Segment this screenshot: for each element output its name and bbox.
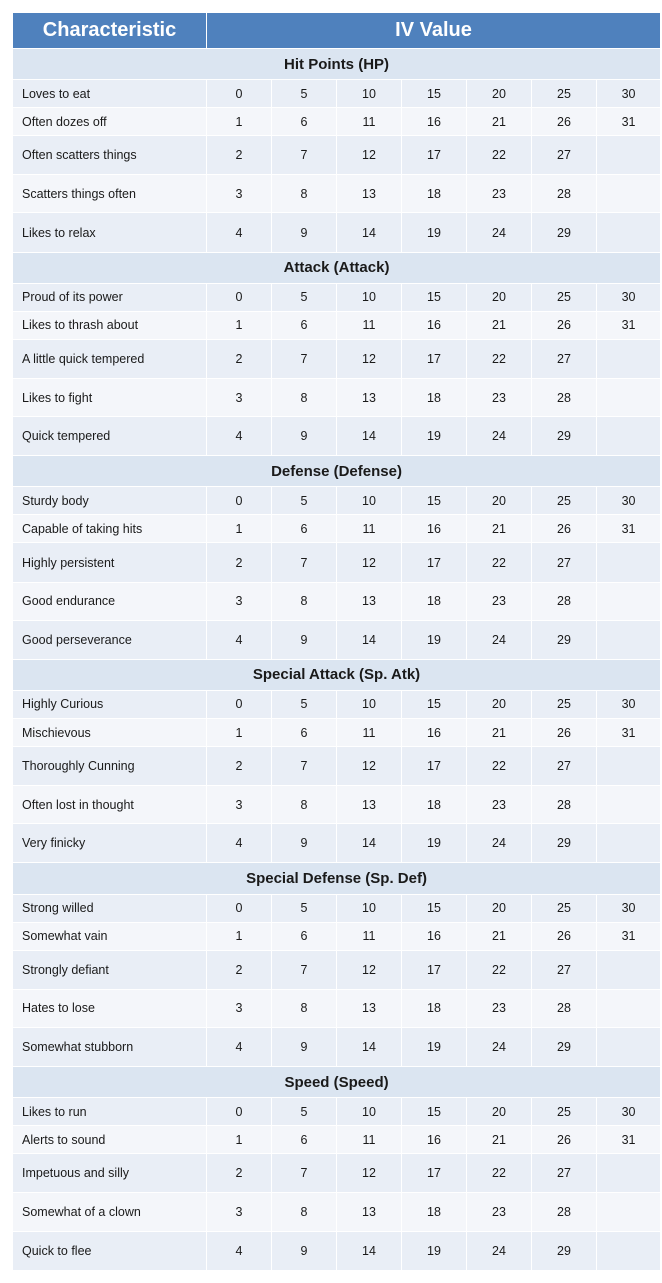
iv-value-cell: 26 (532, 311, 597, 339)
table-row (13, 311, 661, 339)
iv-value-cell: 15 (402, 283, 467, 311)
iv-value-cell: 3 (207, 786, 272, 824)
iv-value-cell: 16 (402, 922, 467, 950)
iv-value-cell: 27 (532, 543, 597, 582)
section-title: Hit Points (HP) (13, 49, 661, 80)
iv-value-cell: 12 (337, 543, 402, 582)
iv-value-cell: 3 (207, 989, 272, 1027)
table-row (13, 747, 661, 786)
iv-value-cell: 4 (207, 417, 272, 456)
iv-value-cell: 24 (467, 417, 532, 456)
iv-value-cell: 17 (402, 1154, 467, 1193)
table-row (13, 339, 661, 378)
table-row (13, 1126, 661, 1154)
iv-value-cell: 6 (272, 108, 337, 136)
table-row (13, 136, 661, 175)
characteristic-cell: A little quick tempered (13, 339, 207, 378)
iv-value-cell: 13 (337, 175, 402, 213)
table-row (13, 989, 661, 1027)
iv-value-cell (597, 417, 661, 456)
iv-value-cell: 1 (207, 1126, 272, 1154)
iv-value-cell: 22 (467, 747, 532, 786)
iv-value-cell: 10 (337, 1098, 402, 1126)
iv-value-cell: 20 (467, 80, 532, 108)
iv-value-cell: 14 (337, 824, 402, 863)
characteristic-cell: Good perseverance (13, 620, 207, 659)
iv-value-cell: 15 (402, 80, 467, 108)
table-row (13, 582, 661, 620)
table-row (13, 213, 661, 252)
iv-value-cell: 14 (337, 213, 402, 252)
iv-value-cell: 29 (532, 1027, 597, 1066)
table-row (13, 175, 661, 213)
iv-value-cell: 13 (337, 1193, 402, 1231)
iv-value-cell: 22 (467, 1154, 532, 1193)
iv-value-cell: 13 (337, 989, 402, 1027)
iv-value-cell: 12 (337, 136, 402, 175)
iv-value-cell: 26 (532, 1126, 597, 1154)
iv-value-cell: 11 (337, 515, 402, 543)
iv-value-cell: 14 (337, 1027, 402, 1066)
table-body (13, 49, 661, 1271)
iv-value-cell: 28 (532, 1193, 597, 1231)
iv-value-cell: 27 (532, 339, 597, 378)
iv-value-cell: 10 (337, 894, 402, 922)
iv-value-cell: 9 (272, 1027, 337, 1066)
iv-value-cell: 8 (272, 582, 337, 620)
iv-value-cell: 11 (337, 922, 402, 950)
characteristic-cell: Loves to eat (13, 80, 207, 108)
iv-value-cell: 27 (532, 950, 597, 989)
iv-value-cell: 17 (402, 339, 467, 378)
iv-value-cell (597, 213, 661, 252)
iv-value-cell: 16 (402, 311, 467, 339)
iv-value-cell: 14 (337, 1231, 402, 1270)
iv-value-cell (597, 1193, 661, 1231)
iv-value-header: IV Value (207, 13, 661, 49)
iv-value-cell: 15 (402, 690, 467, 718)
iv-value-cell: 17 (402, 543, 467, 582)
iv-value-cell: 1 (207, 108, 272, 136)
iv-value-cell (597, 136, 661, 175)
iv-value-cell: 15 (402, 487, 467, 515)
iv-value-cell: 21 (467, 311, 532, 339)
iv-value-cell: 19 (402, 824, 467, 863)
iv-value-cell: 20 (467, 894, 532, 922)
characteristic-cell: Proud of its power (13, 283, 207, 311)
iv-value-cell: 5 (272, 487, 337, 515)
iv-characteristics-table (12, 12, 661, 1271)
characteristic-cell: Likes to run (13, 1098, 207, 1126)
table-row (13, 417, 661, 456)
iv-value-cell: 12 (337, 1154, 402, 1193)
iv-value-cell: 16 (402, 719, 467, 747)
iv-value-cell: 4 (207, 1231, 272, 1270)
iv-value-cell: 19 (402, 1027, 467, 1066)
iv-value-cell: 6 (272, 515, 337, 543)
iv-value-cell: 31 (597, 108, 661, 136)
iv-value-cell: 28 (532, 989, 597, 1027)
iv-value-cell: 12 (337, 950, 402, 989)
characteristic-cell: Often lost in thought (13, 786, 207, 824)
iv-value-cell: 16 (402, 515, 467, 543)
iv-value-cell: 28 (532, 378, 597, 416)
characteristic-cell: Hates to lose (13, 989, 207, 1027)
characteristic-cell: Somewhat of a clown (13, 1193, 207, 1231)
iv-value-cell: 25 (532, 487, 597, 515)
iv-value-cell (597, 786, 661, 824)
iv-value-cell: 16 (402, 1126, 467, 1154)
iv-value-cell: 0 (207, 283, 272, 311)
iv-value-cell: 22 (467, 950, 532, 989)
iv-value-cell: 21 (467, 108, 532, 136)
section-title: Attack (Attack) (13, 252, 661, 283)
iv-value-cell: 24 (467, 620, 532, 659)
iv-value-cell: 29 (532, 1231, 597, 1270)
iv-value-cell: 12 (337, 339, 402, 378)
iv-value-cell: 23 (467, 175, 532, 213)
table-row (13, 922, 661, 950)
iv-value-cell: 27 (532, 1154, 597, 1193)
iv-value-cell: 0 (207, 80, 272, 108)
table-row (13, 1193, 661, 1231)
iv-value-cell: 18 (402, 989, 467, 1027)
iv-value-cell (597, 620, 661, 659)
iv-value-cell: 7 (272, 1154, 337, 1193)
iv-value-cell: 1 (207, 922, 272, 950)
characteristic-cell: Quick tempered (13, 417, 207, 456)
section-header-row (13, 456, 661, 487)
iv-value-cell: 27 (532, 747, 597, 786)
characteristic-cell: Somewhat stubborn (13, 1027, 207, 1066)
iv-value-cell: 9 (272, 1231, 337, 1270)
iv-value-cell: 30 (597, 487, 661, 515)
iv-value-cell: 3 (207, 1193, 272, 1231)
characteristic-cell: Highly Curious (13, 690, 207, 718)
iv-value-cell: 5 (272, 894, 337, 922)
iv-value-cell: 18 (402, 1193, 467, 1231)
iv-value-cell (597, 1231, 661, 1270)
iv-value-cell: 7 (272, 950, 337, 989)
iv-value-cell: 29 (532, 213, 597, 252)
iv-value-cell: 17 (402, 136, 467, 175)
iv-value-cell: 13 (337, 786, 402, 824)
iv-value-cell: 4 (207, 1027, 272, 1066)
iv-value-cell: 9 (272, 620, 337, 659)
iv-value-cell: 25 (532, 283, 597, 311)
iv-value-cell: 1 (207, 311, 272, 339)
iv-value-cell (597, 747, 661, 786)
iv-value-cell: 19 (402, 620, 467, 659)
iv-value-cell: 23 (467, 989, 532, 1027)
iv-value-cell: 8 (272, 989, 337, 1027)
iv-value-cell: 6 (272, 311, 337, 339)
iv-value-cell: 31 (597, 922, 661, 950)
table-row (13, 283, 661, 311)
iv-value-cell: 11 (337, 311, 402, 339)
iv-value-cell: 5 (272, 283, 337, 311)
iv-value-cell (597, 582, 661, 620)
iv-value-cell: 0 (207, 894, 272, 922)
section-header-row (13, 1067, 661, 1098)
iv-value-cell: 31 (597, 515, 661, 543)
table-row (13, 1027, 661, 1066)
iv-value-cell: 2 (207, 950, 272, 989)
table-row (13, 1231, 661, 1270)
iv-value-cell: 14 (337, 620, 402, 659)
iv-value-cell: 12 (337, 747, 402, 786)
iv-value-cell: 10 (337, 80, 402, 108)
iv-value-cell: 21 (467, 515, 532, 543)
iv-value-cell: 29 (532, 417, 597, 456)
iv-value-cell (597, 339, 661, 378)
section-header-row (13, 49, 661, 80)
section-title: Speed (Speed) (13, 1067, 661, 1098)
iv-value-cell: 20 (467, 487, 532, 515)
iv-value-cell: 27 (532, 136, 597, 175)
table-row (13, 543, 661, 582)
iv-value-cell: 21 (467, 719, 532, 747)
iv-value-cell: 8 (272, 786, 337, 824)
iv-value-cell: 29 (532, 620, 597, 659)
characteristic-cell: Mischievous (13, 719, 207, 747)
iv-value-cell: 21 (467, 922, 532, 950)
iv-value-cell: 25 (532, 690, 597, 718)
iv-value-cell: 22 (467, 136, 532, 175)
iv-value-cell: 20 (467, 690, 532, 718)
characteristic-cell: Quick to flee (13, 1231, 207, 1270)
iv-value-cell: 4 (207, 620, 272, 659)
iv-value-cell (597, 1154, 661, 1193)
iv-value-cell: 25 (532, 894, 597, 922)
iv-value-cell: 11 (337, 719, 402, 747)
iv-value-cell: 23 (467, 1193, 532, 1231)
iv-value-cell: 24 (467, 213, 532, 252)
table-row (13, 719, 661, 747)
characteristic-cell: Strong willed (13, 894, 207, 922)
iv-value-cell: 30 (597, 894, 661, 922)
table-row (13, 950, 661, 989)
iv-value-cell: 3 (207, 582, 272, 620)
characteristic-cell: Scatters things often (13, 175, 207, 213)
iv-value-cell: 26 (532, 922, 597, 950)
iv-value-cell: 7 (272, 339, 337, 378)
iv-value-cell: 18 (402, 582, 467, 620)
iv-value-cell: 0 (207, 487, 272, 515)
iv-value-cell (597, 1027, 661, 1066)
characteristic-cell: Likes to relax (13, 213, 207, 252)
characteristic-cell: Strongly defiant (13, 950, 207, 989)
iv-value-cell: 15 (402, 1098, 467, 1126)
iv-value-cell: 6 (272, 922, 337, 950)
characteristic-cell: Alerts to sound (13, 1126, 207, 1154)
iv-value-cell: 9 (272, 824, 337, 863)
iv-value-cell: 1 (207, 515, 272, 543)
iv-value-cell: 29 (532, 824, 597, 863)
characteristic-cell: Good endurance (13, 582, 207, 620)
iv-value-cell: 30 (597, 283, 661, 311)
iv-value-cell: 18 (402, 175, 467, 213)
header-row (13, 13, 661, 49)
iv-value-cell: 9 (272, 213, 337, 252)
iv-value-cell: 31 (597, 1126, 661, 1154)
iv-value-cell: 3 (207, 378, 272, 416)
table-row (13, 378, 661, 416)
iv-value-cell: 30 (597, 80, 661, 108)
iv-value-cell: 5 (272, 690, 337, 718)
characteristic-cell: Highly persistent (13, 543, 207, 582)
iv-value-cell: 13 (337, 582, 402, 620)
section-header-row (13, 659, 661, 690)
iv-value-cell: 17 (402, 747, 467, 786)
iv-value-cell: 31 (597, 719, 661, 747)
iv-value-cell: 4 (207, 213, 272, 252)
iv-value-cell: 3 (207, 175, 272, 213)
iv-value-cell: 25 (532, 80, 597, 108)
iv-value-cell: 17 (402, 950, 467, 989)
iv-value-cell: 26 (532, 719, 597, 747)
iv-value-cell: 8 (272, 1193, 337, 1231)
iv-value-cell: 0 (207, 690, 272, 718)
iv-value-cell: 19 (402, 417, 467, 456)
characteristic-cell: Impetuous and silly (13, 1154, 207, 1193)
iv-value-cell (597, 378, 661, 416)
iv-value-cell: 2 (207, 136, 272, 175)
iv-value-cell: 13 (337, 378, 402, 416)
iv-value-cell: 22 (467, 543, 532, 582)
table-row (13, 786, 661, 824)
iv-value-cell: 23 (467, 786, 532, 824)
table-row (13, 1154, 661, 1193)
iv-value-cell: 28 (532, 175, 597, 213)
table-row (13, 80, 661, 108)
section-title: Special Attack (Sp. Atk) (13, 659, 661, 690)
iv-value-cell: 30 (597, 690, 661, 718)
iv-value-cell: 28 (532, 582, 597, 620)
table-row (13, 487, 661, 515)
iv-value-cell: 30 (597, 1098, 661, 1126)
iv-value-cell: 11 (337, 108, 402, 136)
iv-value-cell: 31 (597, 311, 661, 339)
iv-value-cell: 0 (207, 1098, 272, 1126)
iv-value-cell: 24 (467, 1027, 532, 1066)
iv-value-cell: 5 (272, 80, 337, 108)
iv-value-cell: 26 (532, 515, 597, 543)
iv-value-cell: 10 (337, 690, 402, 718)
iv-value-cell: 26 (532, 108, 597, 136)
iv-value-cell: 6 (272, 1126, 337, 1154)
section-header-row (13, 863, 661, 894)
iv-value-cell: 1 (207, 719, 272, 747)
iv-value-cell: 16 (402, 108, 467, 136)
iv-value-cell: 24 (467, 824, 532, 863)
iv-value-cell: 2 (207, 339, 272, 378)
iv-value-cell: 18 (402, 786, 467, 824)
section-title: Defense (Defense) (13, 456, 661, 487)
characteristic-header: Characteristic (13, 13, 207, 49)
iv-value-cell (597, 950, 661, 989)
iv-value-cell: 14 (337, 417, 402, 456)
characteristic-cell: Thoroughly Cunning (13, 747, 207, 786)
iv-value-cell: 18 (402, 378, 467, 416)
iv-value-cell: 15 (402, 894, 467, 922)
iv-value-cell: 23 (467, 582, 532, 620)
iv-value-cell: 7 (272, 543, 337, 582)
iv-value-cell (597, 989, 661, 1027)
table-row (13, 1098, 661, 1126)
iv-value-cell: 2 (207, 747, 272, 786)
iv-value-cell: 8 (272, 378, 337, 416)
characteristic-cell: Very finicky (13, 824, 207, 863)
characteristic-cell: Sturdy body (13, 487, 207, 515)
iv-value-cell (597, 175, 661, 213)
iv-value-cell: 20 (467, 1098, 532, 1126)
characteristic-cell: Often dozes off (13, 108, 207, 136)
characteristic-cell: Likes to fight (13, 378, 207, 416)
iv-value-cell: 23 (467, 378, 532, 416)
section-header-row (13, 252, 661, 283)
iv-value-cell: 20 (467, 283, 532, 311)
iv-value-cell: 10 (337, 487, 402, 515)
iv-value-cell (597, 824, 661, 863)
iv-value-cell: 10 (337, 283, 402, 311)
iv-value-cell (597, 543, 661, 582)
iv-value-cell: 9 (272, 417, 337, 456)
iv-value-cell: 8 (272, 175, 337, 213)
characteristic-cell: Somewhat vain (13, 922, 207, 950)
iv-value-cell: 24 (467, 1231, 532, 1270)
table-row (13, 515, 661, 543)
iv-value-cell: 7 (272, 747, 337, 786)
iv-value-cell: 11 (337, 1126, 402, 1154)
table-row (13, 690, 661, 718)
iv-value-cell: 2 (207, 1154, 272, 1193)
table-row (13, 894, 661, 922)
iv-value-cell: 2 (207, 543, 272, 582)
iv-value-cell: 22 (467, 339, 532, 378)
iv-value-cell: 19 (402, 213, 467, 252)
table-row (13, 620, 661, 659)
table-row (13, 824, 661, 863)
characteristic-cell: Likes to thrash about (13, 311, 207, 339)
iv-value-cell: 25 (532, 1098, 597, 1126)
iv-value-cell: 6 (272, 719, 337, 747)
table-row (13, 108, 661, 136)
section-title: Special Defense (Sp. Def) (13, 863, 661, 894)
iv-value-cell: 4 (207, 824, 272, 863)
characteristic-cell: Capable of taking hits (13, 515, 207, 543)
iv-value-cell: 28 (532, 786, 597, 824)
iv-value-cell: 19 (402, 1231, 467, 1270)
characteristic-cell: Often scatters things (13, 136, 207, 175)
iv-value-cell: 5 (272, 1098, 337, 1126)
iv-value-cell: 7 (272, 136, 337, 175)
iv-value-cell: 21 (467, 1126, 532, 1154)
